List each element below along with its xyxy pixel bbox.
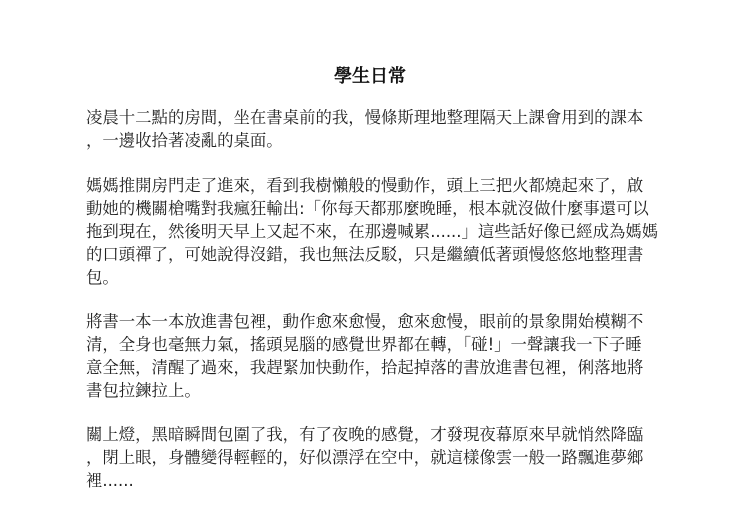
paragraph-2	[86, 174, 686, 289]
text-line: 書包拉鍊拉上。	[86, 381, 201, 400]
text-line: 動她的機關槍嘴對我瘋狂輸出:「你每天都那麼晚睡，根本就沒做什麼事還可以	[86, 199, 649, 218]
text-line: 清，全身也毫無力氣，搖頭晃腦的感覺世界都在轉，「碰!」一聲讓我一下子睡	[86, 335, 642, 354]
text-line: 拖到現在，然後明天早上又起不來，在那邊喊累......」這些話好像已經成為媽媽	[86, 222, 659, 241]
paragraph-3	[86, 310, 686, 402]
text-line: 裡......	[86, 471, 134, 490]
text-line: ，一邊收拾著凌亂的桌面。	[86, 131, 283, 150]
text-line: 將書一本一本放進書包裡，動作愈來愈慢，愈來愈慢，眼前的景象開始模糊不	[86, 312, 644, 331]
document-title: 學生日常	[334, 66, 406, 87]
text-line: 包。	[86, 268, 119, 287]
text-line: ，閉上眼，身體變得輕輕的，好似漂浮在空中，就這樣像雲一般一路飄進夢鄉	[86, 448, 644, 467]
text-line: 意全無，清醒了過來，我趕緊加快動作，拾起掉落的書放進書包裡，俐落地將	[86, 358, 644, 377]
paragraph-4	[86, 423, 686, 492]
text-line: 凌晨十二點的房間，坐在書桌前的我，慢條斯理地整理隔天上課會用到的課本	[86, 108, 644, 127]
text-line: 的口頭禪了，可她說得沒錯，我也無法反駁，只是繼續低著頭慢悠悠地整理書	[86, 245, 644, 264]
text-line: 關上燈，黑暗瞬間包圍了我，有了夜晚的感覺，才發現夜幕原來早就悄然降臨	[86, 425, 644, 444]
text-line: 媽媽推開房門走了進來，看到我樹懶般的慢動作，頭上三把火都燒起來了，啟	[86, 176, 644, 195]
paragraph-1	[86, 106, 686, 152]
